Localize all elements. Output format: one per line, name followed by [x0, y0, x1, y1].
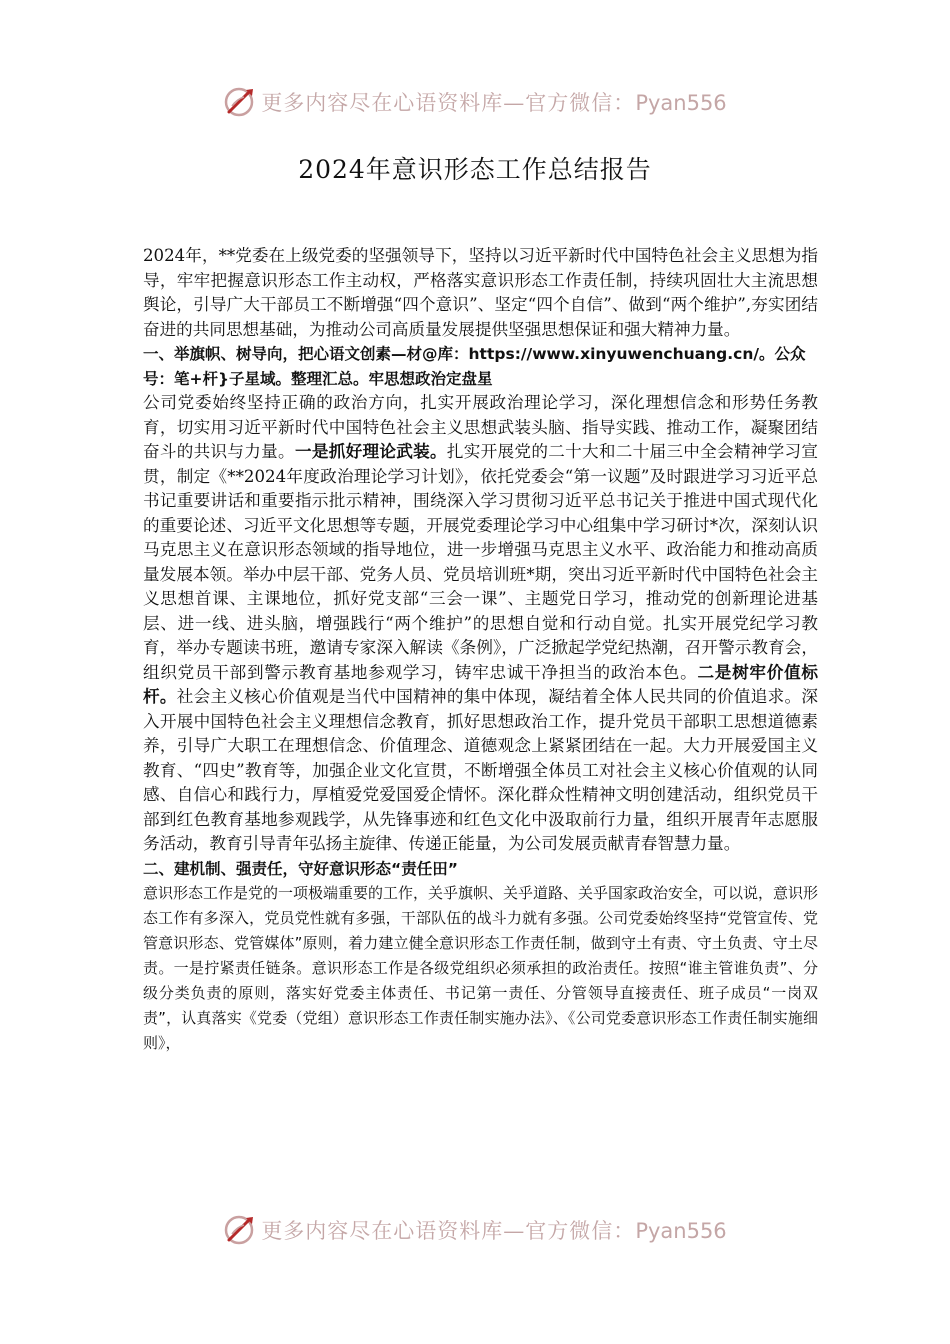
- brand-logo-icon: [223, 1213, 257, 1247]
- source-url: https://www.xinyuwenchuang.cn/: [468, 345, 760, 363]
- document-title: 2024年意识形态工作总结报告: [298, 155, 652, 184]
- footer-banner: [0, 1208, 950, 1252]
- banner-text: 更多内容尽在心语资料库—官方微信：Pyan556: [261, 91, 727, 115]
- wechat-id: Pyan556: [635, 1219, 727, 1243]
- brand-logo-icon: [223, 85, 257, 119]
- section-2-heading: 二、建机制、强责任，守好意识形态“责任田”: [143, 859, 458, 878]
- wechat-id: Pyan556: [635, 91, 727, 115]
- section-1-paragraph: 公司党委始终坚持正确的政治方向，扎实开展政治理论学习，深化理想信念和形势任务教育，切实用习近平新时代中国特色社会主义思想武装头脑、指导实践、推动工作，凝聚团结奋斗的共识与力量。一是抓好理论武装。扎实开展党的二十大和二十届三中全会精神学习宣贯，制定《**2024年度政治理论学习计划》，依托党委会“第一议题”及时跟进学习习近平总书记重要讲话和重要指示批示精神，围绕深入学习贯彻习近平总书记关于推进中国式现代化的重要论述、习近平文化思想等专题，开展党委理论学习中心组集中学习研讨*次，深刻认识马克思主义在意识形态领域的指导地位，进一步增强马克思主义水平、政治能力和推动高质量发展本领。举办中层干部、党务人员、党员培训班*期，突出习近平新时代中国特色社会主义思想首课、主课地位，抓好党支部“三会一课”、主题党日学习，推动党的创新理论进基层、进一线、进头脑，增强践行“两个维护”的思想自觉和行动自觉。扎实开展党纪学习教育，举办专题读书班，邀请专家深入解读《条例》，广泛掀起学党纪热潮，召开警示教育会，组织党员干部到警示教育基地参观学习，铸牢忠诚干净担当的政治本色。二是树牢价值标杆。社会主义核心价值观是当代中国精神的集中体现，凝结着全体人民共同的价值追求。深入开展中国特色社会主义理想信念教育，抓好思想政治工作，提升党员干部职工思想道德素养，引导广大职工在理想信念、价值理念、道德观念上紧紧团结在一起。大力开展爱国主义教育、“四史”教育等，加强企业文化宣贯，不断增强全体员工对社会主义核心价值观的认同感、自信心和践行力，厚植爱党爱国爱企情怀。深化群众性精神文明创建活动，组织党员干部到红色教育基地参观践学，从先锋事迹和红色文化中汲取前行力量，组织开展青年志愿服务活动，教育引导青年弘扬主旋律、传递正能量，为公司发展贡献青春智慧力量。: [143, 393, 819, 853]
- keyword-value-benchmark: 二是树牢价值标杆。: [143, 662, 819, 706]
- intro-paragraph: 2024年，**党委在上级党委的坚强领导下，坚持以习近平新时代中国特色社会主义思想为指导，牢牢把握意识形态工作主动权，严格落实意识形态工作责任制，持续巩固壮大主流思想舆论，引导广大干部员工不断增强“四个意识”、坚定“四个自信”、做到“两个维护”,夯实团结奋进的共同思想基础，为推动公司高质量发展提供坚强思想保证和强大精神力量。: [143, 246, 818, 339]
- keyword-theory-armament: 一是抓好理论武装。: [294, 442, 447, 461]
- document-body: [143, 244, 818, 1056]
- banner-text: 更多内容尽在心语资料库—官方微信：Pyan556: [261, 1219, 727, 1243]
- section-1-heading: 一、举旗帜、树导向，把心语文创素—材@库：https://www.xinyuwenchuang.cn/。公众号：笔+杆}子星域。整理汇总。牢思想政治定盘星: [143, 345, 806, 388]
- section-2-paragraph: 意识形态工作是党的一项极端重要的工作，关乎旗帜、关乎道路、关乎国家政治安全，可以说，意识形态工作有多深入，党员党性就有多强，干部队伍的战斗力就有多强。公司党委始终坚持“党管宣传、党管意识形态、党管媒体”原则，着力建立健全意识形态工作责任制，做到守土有责、守土负责、守土尽责。一是拧紧责任链条。意识形态工作是各级党组织必须承担的政治责任。按照“谁主管谁负责”、分级分类负责的原则，落实好党委主体责任、书记第一责任、分管领导直接责任、班子成员“一岗双责”，认真落实《党委（党组）意识形态工作责任制实施办法》、《公司党委意识形态工作责任制实施细则》，: [143, 884, 819, 1052]
- header-banner: [0, 80, 950, 124]
